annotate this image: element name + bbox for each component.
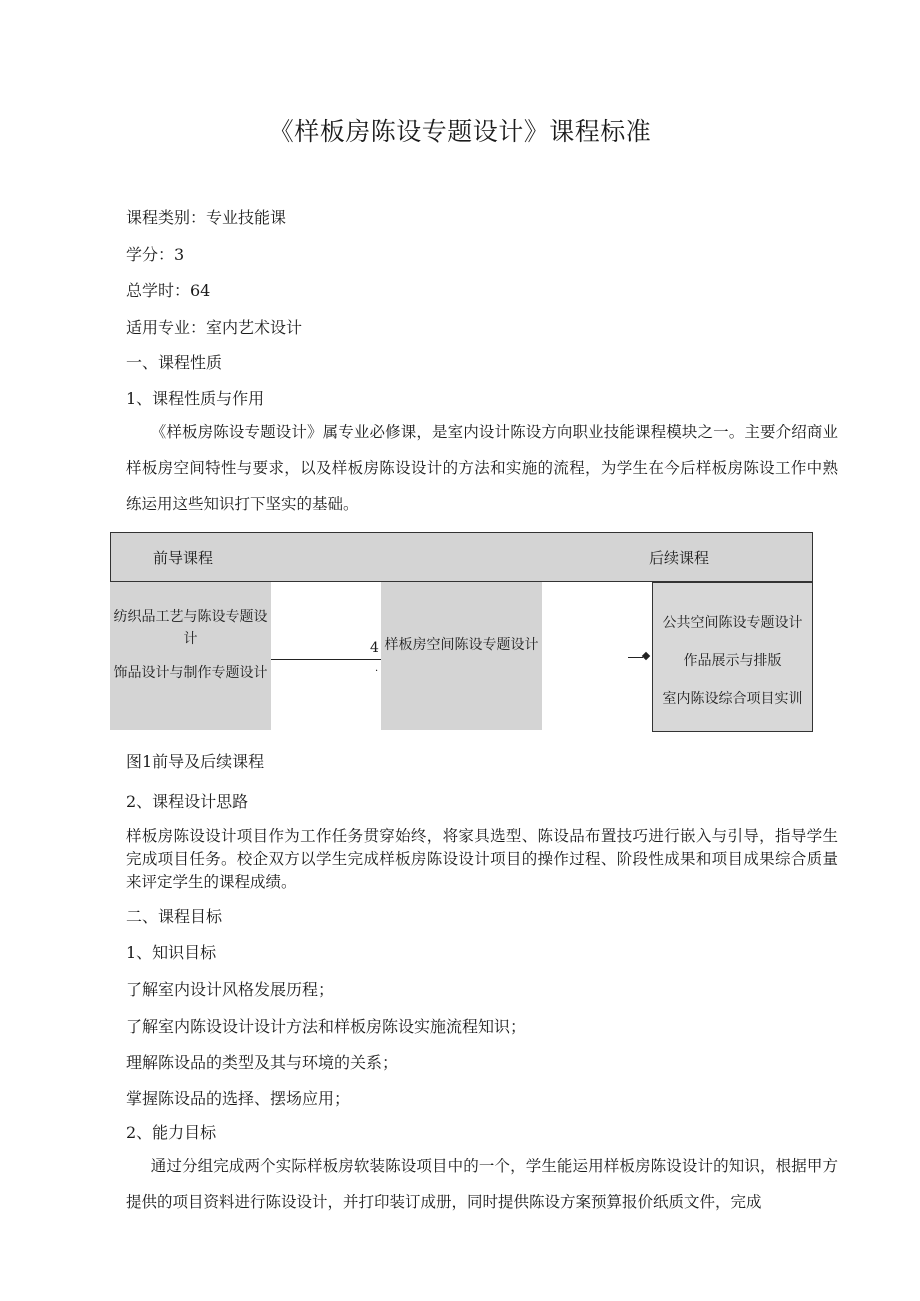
arrow-diamond-icon	[642, 652, 650, 660]
course-sequence-diagram	[110, 532, 813, 732]
course-category: 课程类别：专业技能课	[126, 208, 287, 227]
course-hours: 总学时：64	[126, 281, 211, 300]
follow-up-course: 室内陈设综合项目实训	[662, 691, 803, 707]
follow-up-header: 后续课程	[649, 549, 710, 567]
knowledge-item: 了解室内设计风格发展历程；	[126, 980, 335, 999]
connector-line	[271, 659, 381, 660]
knowledge-item: 理解陈设品的类型及其与环境的关系；	[126, 1053, 399, 1072]
section-2-1-heading: 1、知识目标	[126, 943, 217, 962]
course-credits: 学分：3	[126, 245, 185, 264]
prerequisite-header: 前导课程	[153, 549, 214, 567]
section-1-1-heading: 1、课程性质与作用	[126, 389, 265, 408]
figure-caption: 图1前导及后续课程	[126, 752, 265, 771]
ability-paragraph: 通过分组完成两个实际样板房软装陈设项目中的一个，学生能运用样板房陈设设计的知识，根据甲方提供的项目资料进行陈设设计，并打印装订成册，同时提供陈设方案预算报价纸质文件，完成	[126, 1157, 838, 1211]
follow-up-courses-box	[652, 582, 813, 732]
connector-mark: 4	[370, 640, 379, 656]
knowledge-item: 掌握陈设品的选择、摆场应用；	[126, 1089, 351, 1108]
follow-up-course: 作品展示与排版	[683, 653, 782, 669]
follow-up-course: 公共空间陈设专题设计	[662, 615, 803, 631]
course-design-paragraph: 样板房陈设设计项目作为工作任务贯穿始终，将家具选型、陈设品布置技巧进行嵌入与引导，指导学生完成项目任务。校企双方以学生完成样板房陈设设计项目的操作过程、阶段性成果和项目成果综合质量来评定学生的课程成绩。	[126, 827, 838, 891]
current-course: 样板房空间陈设专题设计	[384, 637, 539, 653]
prerequisite-course: 饰品设计与制作专题设计	[113, 665, 268, 681]
prerequisite-course: 纺织品工艺与陈设专题设计	[113, 609, 268, 647]
diagram-header	[110, 532, 813, 582]
section-2-heading: 二、课程目标	[126, 907, 223, 926]
course-nature-paragraph: 《样板房陈设专题设计》属专业必修课，是室内设计陈设方向职业技能课程模块之一。主要介绍商业样板房空间特性与要求，以及样板房陈设设计的方法和实施的流程，为学生在今后样板房陈设工作中熟练运用这些知识打下坚实的基础。	[126, 423, 838, 513]
page-title: 《样板房陈设专题设计》课程标准	[268, 117, 652, 146]
section-1-2-heading: 2、课程设计思路	[126, 792, 249, 811]
connector-dot: ·	[375, 666, 379, 677]
course-major: 适用专业：室内艺术设计	[126, 318, 303, 337]
section-1-heading: 一、课程性质	[126, 353, 223, 372]
section-2-2-heading: 2、能力目标	[126, 1123, 217, 1142]
knowledge-item: 了解室内陈设设计设计方法和样板房陈设实施流程知识；	[126, 1017, 527, 1036]
prerequisite-courses-box	[110, 582, 271, 730]
arrow-line	[628, 657, 643, 658]
current-course-box	[381, 582, 542, 730]
